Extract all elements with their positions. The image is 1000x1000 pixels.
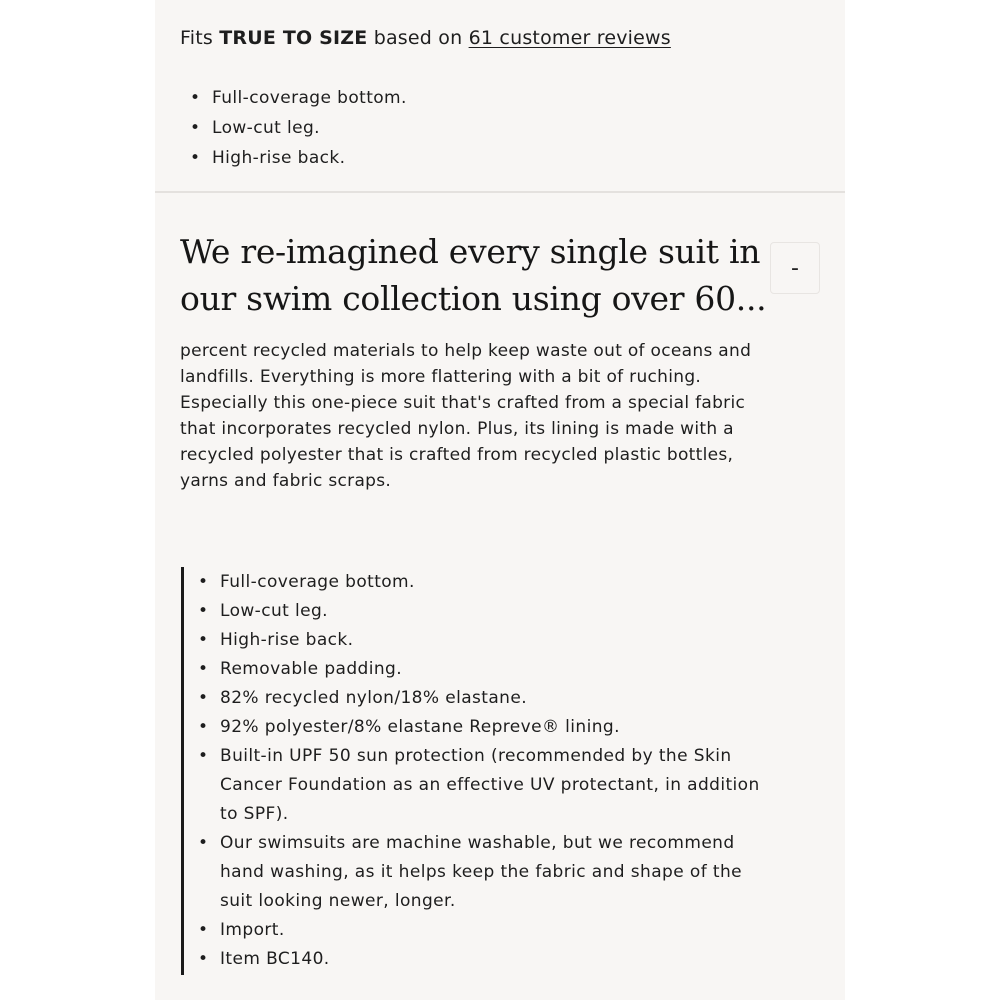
list-item <box>198 742 778 829</box>
section-divider <box>155 191 845 193</box>
list-item <box>198 916 778 945</box>
list-item-text: High-rise back. <box>220 630 354 650</box>
list-item-text: Item BC140. <box>220 949 330 969</box>
list-item <box>198 626 778 655</box>
list-item-text: Low-cut leg. <box>220 601 328 621</box>
bullet-icon: • <box>198 630 209 650</box>
minus-icon: - <box>791 255 799 281</box>
list-item <box>198 713 778 742</box>
description-body: percent recycled materials to help keep waste out of oceans and landfills. Everything is more flattering with a bit of ruching. Especially this one-piece suit that's crafted from a special fabric that incorporates recycled nylon. Plus, its lining is made with a recycled polyester that is crafted from recycled plastic bottles, yarns and fabric scraps. <box>180 341 752 491</box>
fit-features-list <box>190 83 407 173</box>
list-item-text: Low-cut leg. <box>212 118 320 138</box>
list-item <box>198 597 778 626</box>
bullet-icon: • <box>198 833 209 853</box>
list-item-text: 92% polyester/8% elastane Repreve® lining. <box>220 717 620 737</box>
fit-middle: based on <box>367 27 469 49</box>
bullet-icon: • <box>190 88 201 108</box>
list-item <box>198 568 778 597</box>
list-item-text: High-rise back. <box>212 148 346 168</box>
description-headline: We re-imagined every single suit in our swim collection using over 60... <box>180 232 767 318</box>
list-item-text: Built-in UPF 50 sun protection (recommended by the Skin Cancer Foundation as an effective UV protectant, in addition to SPF). <box>220 746 760 824</box>
bullet-icon: • <box>198 659 209 679</box>
list-accent-bar <box>181 567 184 975</box>
bullet-icon: • <box>198 949 209 969</box>
bullet-icon: • <box>198 717 209 737</box>
list-item-text: Removable padding. <box>220 659 403 679</box>
list-item <box>198 684 778 713</box>
bullet-icon: • <box>190 148 201 168</box>
list-item-text: 82% recycled nylon/18% elastane. <box>220 688 528 708</box>
collapse-toggle-button[interactable] <box>770 242 820 294</box>
bullet-icon: • <box>198 746 209 766</box>
list-item <box>198 829 778 916</box>
fit-summary <box>180 26 671 50</box>
customer-reviews-link[interactable]: 61 customer reviews <box>468 27 671 49</box>
bullet-icon: • <box>198 920 209 940</box>
product-features-list <box>198 568 778 974</box>
fit-size-label: TRUE TO SIZE <box>219 27 368 49</box>
list-item-text: Full-coverage bottom. <box>212 88 407 108</box>
list-item <box>190 83 407 113</box>
fit-prefix: Fits <box>180 27 220 49</box>
list-item <box>190 143 407 173</box>
list-item <box>198 945 778 974</box>
list-item <box>198 655 778 684</box>
bullet-icon: • <box>198 688 209 708</box>
bullet-icon: • <box>198 601 209 621</box>
list-item-text: Full-coverage bottom. <box>220 572 415 592</box>
list-item-text: Our swimsuits are machine washable, but we recommend hand washing, as it helps keep the fabric and shape of the suit looking newer, longer. <box>220 833 742 911</box>
bullet-icon: • <box>190 118 201 138</box>
list-item <box>190 113 407 143</box>
bullet-icon: • <box>198 572 209 592</box>
list-item-text: Import. <box>220 920 285 940</box>
